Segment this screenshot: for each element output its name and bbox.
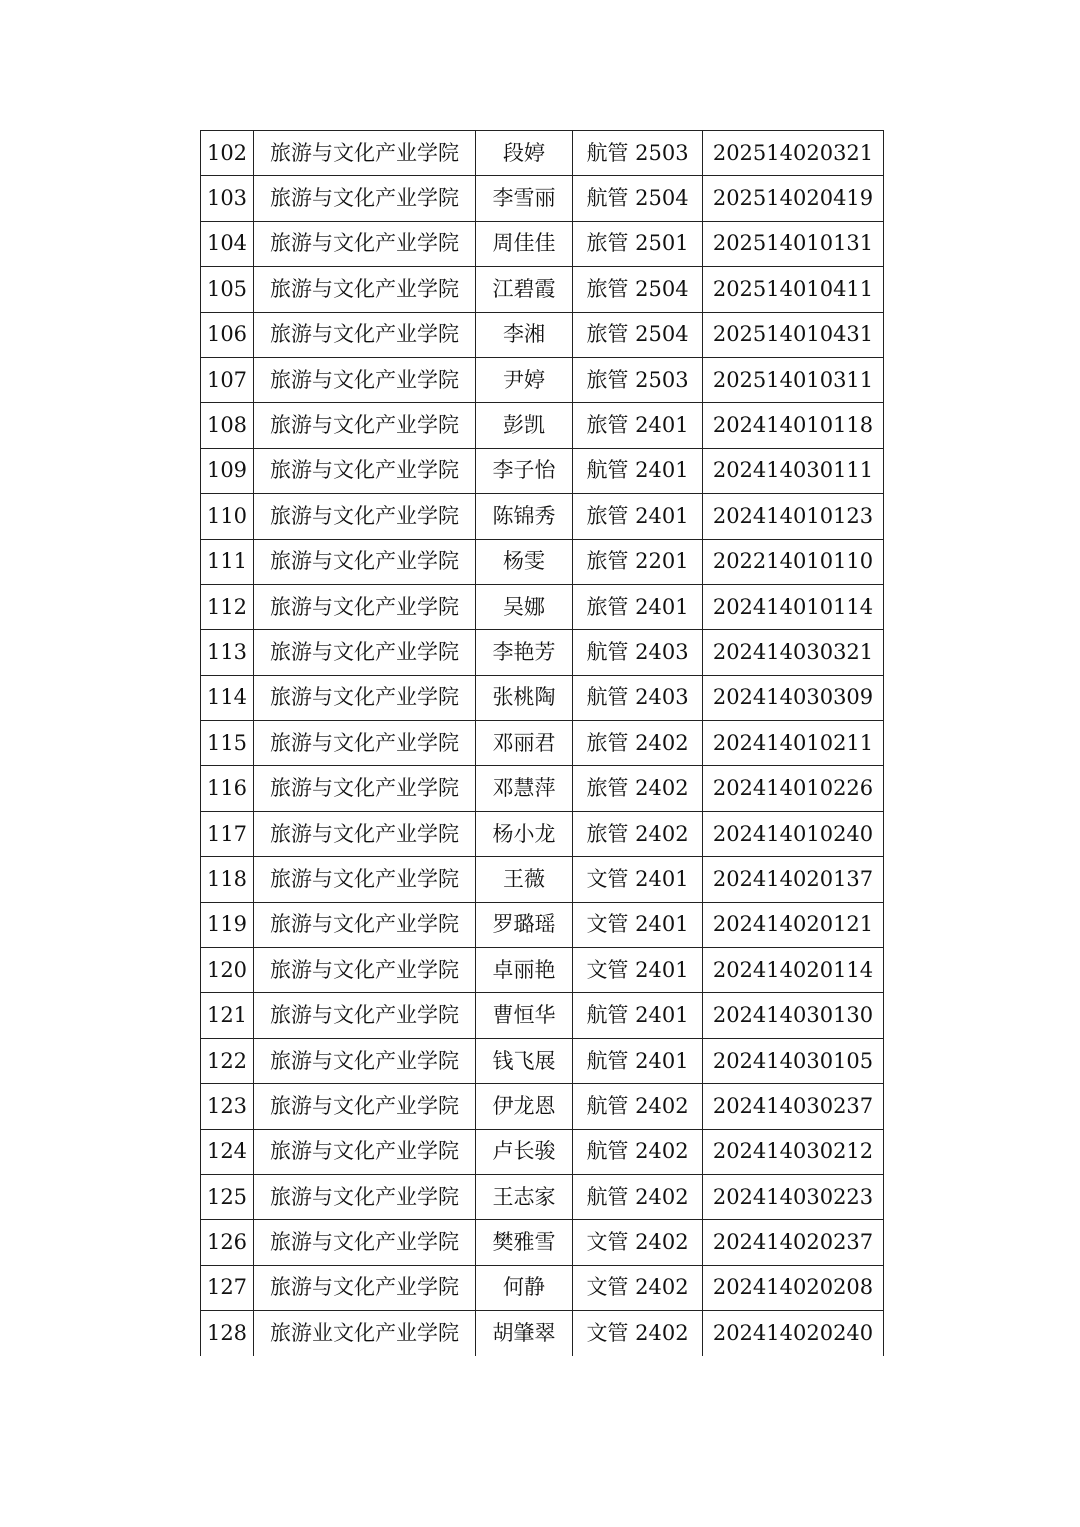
student-name-cell: 邓慧萍 — [476, 766, 573, 811]
class-cell: 旅管 2504 — [573, 267, 703, 312]
row-number-cell: 118 — [201, 857, 254, 902]
college-cell: 旅游与文化产业学院 — [254, 494, 476, 539]
student-id-cell: 202414020114 — [703, 948, 884, 993]
row-number-cell: 111 — [201, 539, 254, 584]
class-cell: 旅管 2504 — [573, 312, 703, 357]
class-cell: 航管 2402 — [573, 1084, 703, 1129]
student-name-cell: 彭凯 — [476, 403, 573, 448]
student-id-cell: 202414020240 — [703, 1311, 884, 1356]
class-cell: 旅管 2201 — [573, 539, 703, 584]
row-number-cell: 124 — [201, 1129, 254, 1174]
student-name-cell: 王薇 — [476, 857, 573, 902]
row-number-cell: 117 — [201, 811, 254, 856]
row-number-cell: 126 — [201, 1220, 254, 1265]
table-row — [201, 584, 884, 629]
college-cell: 旅游与文化产业学院 — [254, 312, 476, 357]
college-cell: 旅游与文化产业学院 — [254, 721, 476, 766]
college-cell: 旅游业文化产业学院 — [254, 1311, 476, 1356]
table-row — [201, 811, 884, 856]
class-cell: 旅管 2402 — [573, 766, 703, 811]
class-cell: 旅管 2402 — [573, 721, 703, 766]
row-number-cell: 102 — [201, 131, 254, 176]
student-id-cell: 202414020137 — [703, 857, 884, 902]
student-id-cell: 202414020237 — [703, 1220, 884, 1265]
college-cell: 旅游与文化产业学院 — [254, 1038, 476, 1083]
table-row — [201, 539, 884, 584]
table-row — [201, 131, 884, 176]
class-cell: 文管 2401 — [573, 857, 703, 902]
student-id-cell: 202414010118 — [703, 403, 884, 448]
table-row — [201, 1174, 884, 1219]
class-cell: 航管 2401 — [573, 448, 703, 493]
student-id-cell: 202414030130 — [703, 993, 884, 1038]
table-row — [201, 721, 884, 766]
student-id-cell: 202514020321 — [703, 131, 884, 176]
class-cell: 旅管 2402 — [573, 811, 703, 856]
college-cell: 旅游与文化产业学院 — [254, 902, 476, 947]
college-cell: 旅游与文化产业学院 — [254, 131, 476, 176]
row-number-cell: 123 — [201, 1084, 254, 1129]
student-name-cell: 段婷 — [476, 131, 573, 176]
table-row — [201, 494, 884, 539]
student-id-cell: 202514010311 — [703, 357, 884, 402]
college-cell: 旅游与文化产业学院 — [254, 993, 476, 1038]
student-name-cell: 曹恒华 — [476, 993, 573, 1038]
row-number-cell: 105 — [201, 267, 254, 312]
student-name-cell: 尹婷 — [476, 357, 573, 402]
table-row — [201, 1311, 884, 1356]
row-number-cell: 115 — [201, 721, 254, 766]
college-cell: 旅游与文化产业学院 — [254, 267, 476, 312]
student-name-cell: 钱飞展 — [476, 1038, 573, 1083]
table-row — [201, 1265, 884, 1310]
class-cell: 旅管 2501 — [573, 221, 703, 266]
row-number-cell: 114 — [201, 675, 254, 720]
student-id-cell: 202414010123 — [703, 494, 884, 539]
student-id-cell: 202414030321 — [703, 630, 884, 675]
college-cell: 旅游与文化产业学院 — [254, 948, 476, 993]
table-row — [201, 1220, 884, 1265]
class-cell: 航管 2503 — [573, 131, 703, 176]
student-name-cell: 罗璐瑶 — [476, 902, 573, 947]
student-id-cell: 202414030223 — [703, 1174, 884, 1219]
student-name-cell: 张桃陶 — [476, 675, 573, 720]
table-row — [201, 221, 884, 266]
table-row — [201, 1129, 884, 1174]
row-number-cell: 110 — [201, 494, 254, 539]
student-id-cell: 202414020208 — [703, 1265, 884, 1310]
row-number-cell: 128 — [201, 1311, 254, 1356]
row-number-cell: 106 — [201, 312, 254, 357]
student-name-cell: 陈锦秀 — [476, 494, 573, 539]
student-id-cell: 202414010211 — [703, 721, 884, 766]
row-number-cell: 116 — [201, 766, 254, 811]
table-row — [201, 857, 884, 902]
class-cell: 文管 2402 — [573, 1311, 703, 1356]
college-cell: 旅游与文化产业学院 — [254, 857, 476, 902]
class-cell: 航管 2402 — [573, 1129, 703, 1174]
row-number-cell: 109 — [201, 448, 254, 493]
table-row — [201, 448, 884, 493]
row-number-cell: 108 — [201, 403, 254, 448]
class-cell: 航管 2402 — [573, 1174, 703, 1219]
student-id-cell: 202414030105 — [703, 1038, 884, 1083]
college-cell: 旅游与文化产业学院 — [254, 1265, 476, 1310]
student-id-cell: 202414010240 — [703, 811, 884, 856]
class-cell: 航管 2401 — [573, 1038, 703, 1083]
class-cell: 文管 2401 — [573, 902, 703, 947]
college-cell: 旅游与文化产业学院 — [254, 539, 476, 584]
student-id-cell: 202414010114 — [703, 584, 884, 629]
student-id-cell: 202514010131 — [703, 221, 884, 266]
college-cell: 旅游与文化产业学院 — [254, 1084, 476, 1129]
student-roster-table — [200, 130, 884, 1356]
row-number-cell: 104 — [201, 221, 254, 266]
college-cell: 旅游与文化产业学院 — [254, 766, 476, 811]
student-id-cell: 202514010431 — [703, 312, 884, 357]
college-cell: 旅游与文化产业学院 — [254, 221, 476, 266]
class-cell: 文管 2402 — [573, 1265, 703, 1310]
student-name-cell: 樊雅雪 — [476, 1220, 573, 1265]
row-number-cell: 120 — [201, 948, 254, 993]
class-cell: 航管 2403 — [573, 675, 703, 720]
college-cell: 旅游与文化产业学院 — [254, 403, 476, 448]
student-name-cell: 杨小龙 — [476, 811, 573, 856]
class-cell: 旅管 2503 — [573, 357, 703, 402]
row-number-cell: 127 — [201, 1265, 254, 1310]
table-row — [201, 948, 884, 993]
student-name-cell: 邓丽君 — [476, 721, 573, 766]
student-id-cell: 202514010411 — [703, 267, 884, 312]
student-id-cell: 202414030309 — [703, 675, 884, 720]
table-row — [201, 403, 884, 448]
college-cell: 旅游与文化产业学院 — [254, 448, 476, 493]
class-cell: 航管 2504 — [573, 176, 703, 221]
row-number-cell: 112 — [201, 584, 254, 629]
class-cell: 旅管 2401 — [573, 494, 703, 539]
class-cell: 文管 2401 — [573, 948, 703, 993]
student-id-cell: 202514020419 — [703, 176, 884, 221]
student-id-cell: 202414020121 — [703, 902, 884, 947]
class-cell: 航管 2401 — [573, 993, 703, 1038]
college-cell: 旅游与文化产业学院 — [254, 357, 476, 402]
table-row — [201, 902, 884, 947]
table-row — [201, 1084, 884, 1129]
student-id-cell: 202214010110 — [703, 539, 884, 584]
college-cell: 旅游与文化产业学院 — [254, 1129, 476, 1174]
college-cell: 旅游与文化产业学院 — [254, 675, 476, 720]
class-cell: 航管 2403 — [573, 630, 703, 675]
row-number-cell: 125 — [201, 1174, 254, 1219]
college-cell: 旅游与文化产业学院 — [254, 811, 476, 856]
table-row — [201, 312, 884, 357]
table-row — [201, 993, 884, 1038]
student-id-cell: 202414030212 — [703, 1129, 884, 1174]
student-id-cell: 202414010226 — [703, 766, 884, 811]
student-name-cell: 胡肇翠 — [476, 1311, 573, 1356]
roster-body — [201, 131, 884, 1356]
student-name-cell: 周佳佳 — [476, 221, 573, 266]
class-cell: 旅管 2401 — [573, 403, 703, 448]
student-name-cell: 卓丽艳 — [476, 948, 573, 993]
row-number-cell: 103 — [201, 176, 254, 221]
college-cell: 旅游与文化产业学院 — [254, 630, 476, 675]
class-cell: 文管 2402 — [573, 1220, 703, 1265]
student-name-cell: 李雪丽 — [476, 176, 573, 221]
college-cell: 旅游与文化产业学院 — [254, 1220, 476, 1265]
college-cell: 旅游与文化产业学院 — [254, 1174, 476, 1219]
row-number-cell: 107 — [201, 357, 254, 402]
student-name-cell: 李艳芳 — [476, 630, 573, 675]
table-row — [201, 267, 884, 312]
table-row — [201, 675, 884, 720]
student-id-cell: 202414030237 — [703, 1084, 884, 1129]
college-cell: 旅游与文化产业学院 — [254, 176, 476, 221]
student-name-cell: 吴娜 — [476, 584, 573, 629]
row-number-cell: 122 — [201, 1038, 254, 1083]
table-row — [201, 357, 884, 402]
student-name-cell: 江碧霞 — [476, 267, 573, 312]
student-id-cell: 202414030111 — [703, 448, 884, 493]
table-row — [201, 766, 884, 811]
row-number-cell: 119 — [201, 902, 254, 947]
student-name-cell: 王志家 — [476, 1174, 573, 1219]
table-row — [201, 1038, 884, 1083]
table-row — [201, 176, 884, 221]
student-name-cell: 伊龙恩 — [476, 1084, 573, 1129]
student-name-cell: 李湘 — [476, 312, 573, 357]
student-name-cell: 卢长骏 — [476, 1129, 573, 1174]
row-number-cell: 121 — [201, 993, 254, 1038]
college-cell: 旅游与文化产业学院 — [254, 584, 476, 629]
row-number-cell: 113 — [201, 630, 254, 675]
student-name-cell: 杨雯 — [476, 539, 573, 584]
student-name-cell: 何静 — [476, 1265, 573, 1310]
class-cell: 旅管 2401 — [573, 584, 703, 629]
table-row — [201, 630, 884, 675]
student-name-cell: 李子怡 — [476, 448, 573, 493]
